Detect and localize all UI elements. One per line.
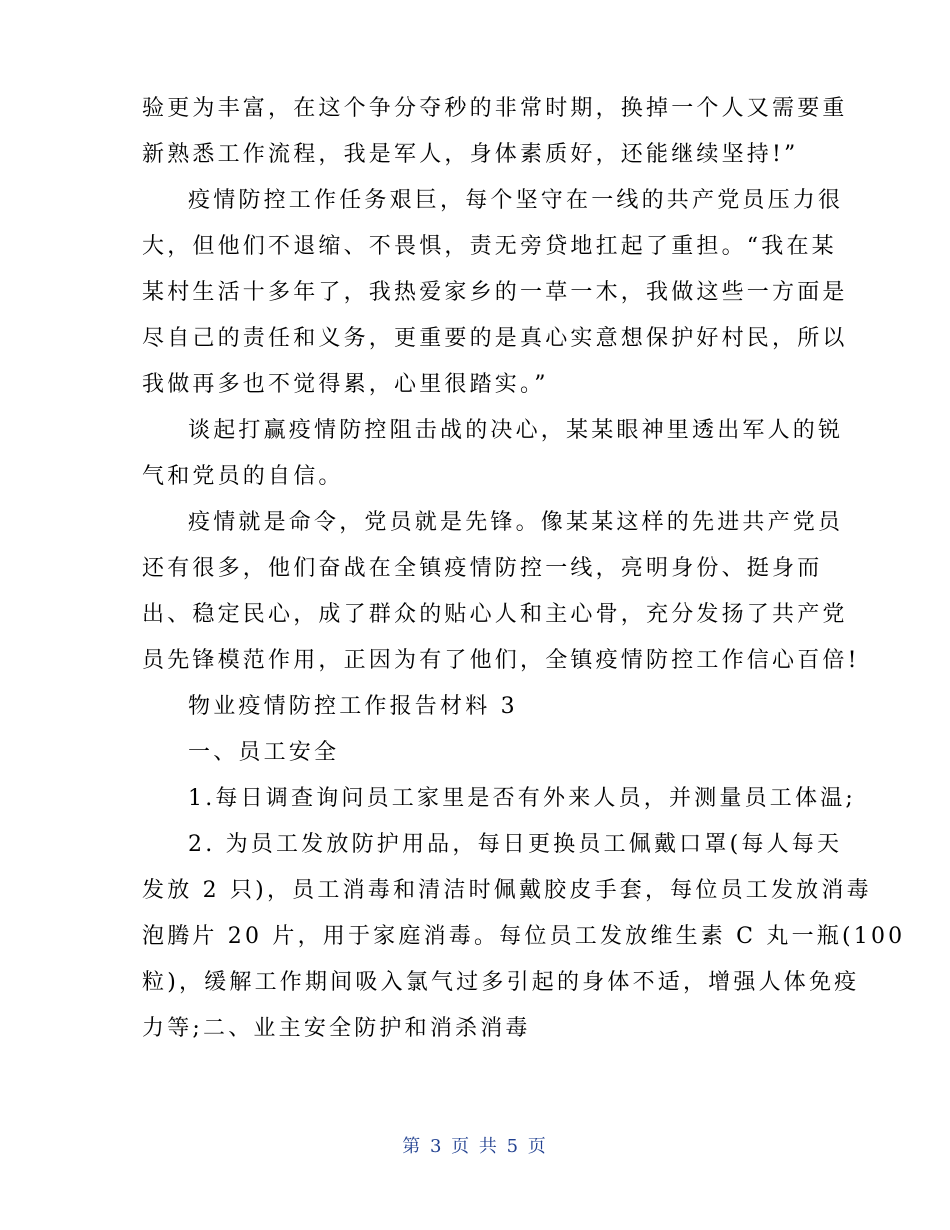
list-item: 2. 为员工发放防护用品，每日更换员工佩戴口罩(每人每天	[188, 832, 843, 857]
text-line: 出、稳定民心，成了群众的贴心人和主心骨，充分发扬了共产党	[142, 602, 848, 627]
list-item: 1.每日调查询问员工家里是否有外来人员，并测量员工体温;	[188, 786, 857, 811]
document-body	[142, 86, 906, 1052]
subsection-heading: 一、员工安全	[188, 740, 340, 765]
text-line: 疫情就是命令，党员就是先锋。像某某这样的先进共产党员	[188, 510, 844, 535]
text-line: 发放 2 只)，员工消毒和清洁时佩戴胶皮手套，每位员工发放消毒	[142, 878, 872, 903]
text-line: 尽自己的责任和义务，更重要的是真心实意想保护好村民，所以	[142, 326, 848, 351]
section-heading: 物业疫情防控工作报告材料 3	[188, 694, 518, 719]
text-line: 谈起打赢疫情防控阻击战的决心，某某眼神里透出军人的锐	[188, 418, 844, 443]
text-line: 疫情防控工作任务艰巨，每个坚守在一线的共产党员压力很	[188, 188, 844, 213]
text-line: 气和党员的自信。	[142, 464, 344, 489]
text-line: 泡腾片 20 片，用于家庭消毒。每位员工发放维生素 C 丸一瓶(100	[142, 924, 906, 949]
text-line: 粒)，缓解工作期间吸入氯气过多引起的身体不适，增强人体免疫	[142, 970, 860, 995]
text-line: 验更为丰富，在这个争分夺秒的非常时期，换掉一个人又需要重	[142, 96, 848, 121]
text-line: 某村生活十多年了，我热爱家乡的一草一木，我做这些一方面是	[142, 280, 848, 305]
text-line: 新熟悉工作流程，我是军人，身体素质好，还能继续坚持!”	[142, 142, 799, 167]
text-line: 大，但他们不退缩、不畏惧，责无旁贷地扛起了重担。“我在某	[142, 234, 837, 259]
text-line: 还有很多，他们奋战在全镇疫情防控一线，亮明身份、挺身而	[142, 556, 823, 581]
text-line: 我做再多也不觉得累，心里很踏实。”	[142, 372, 549, 397]
page-number-footer: 第 3 页 共 5 页	[402, 1136, 548, 1157]
text-line: 员先锋模范作用，正因为有了他们，全镇疫情防控工作信心百倍!	[142, 648, 860, 673]
text-line: 力等;二、业主安全防护和消杀消毒	[142, 1016, 531, 1041]
